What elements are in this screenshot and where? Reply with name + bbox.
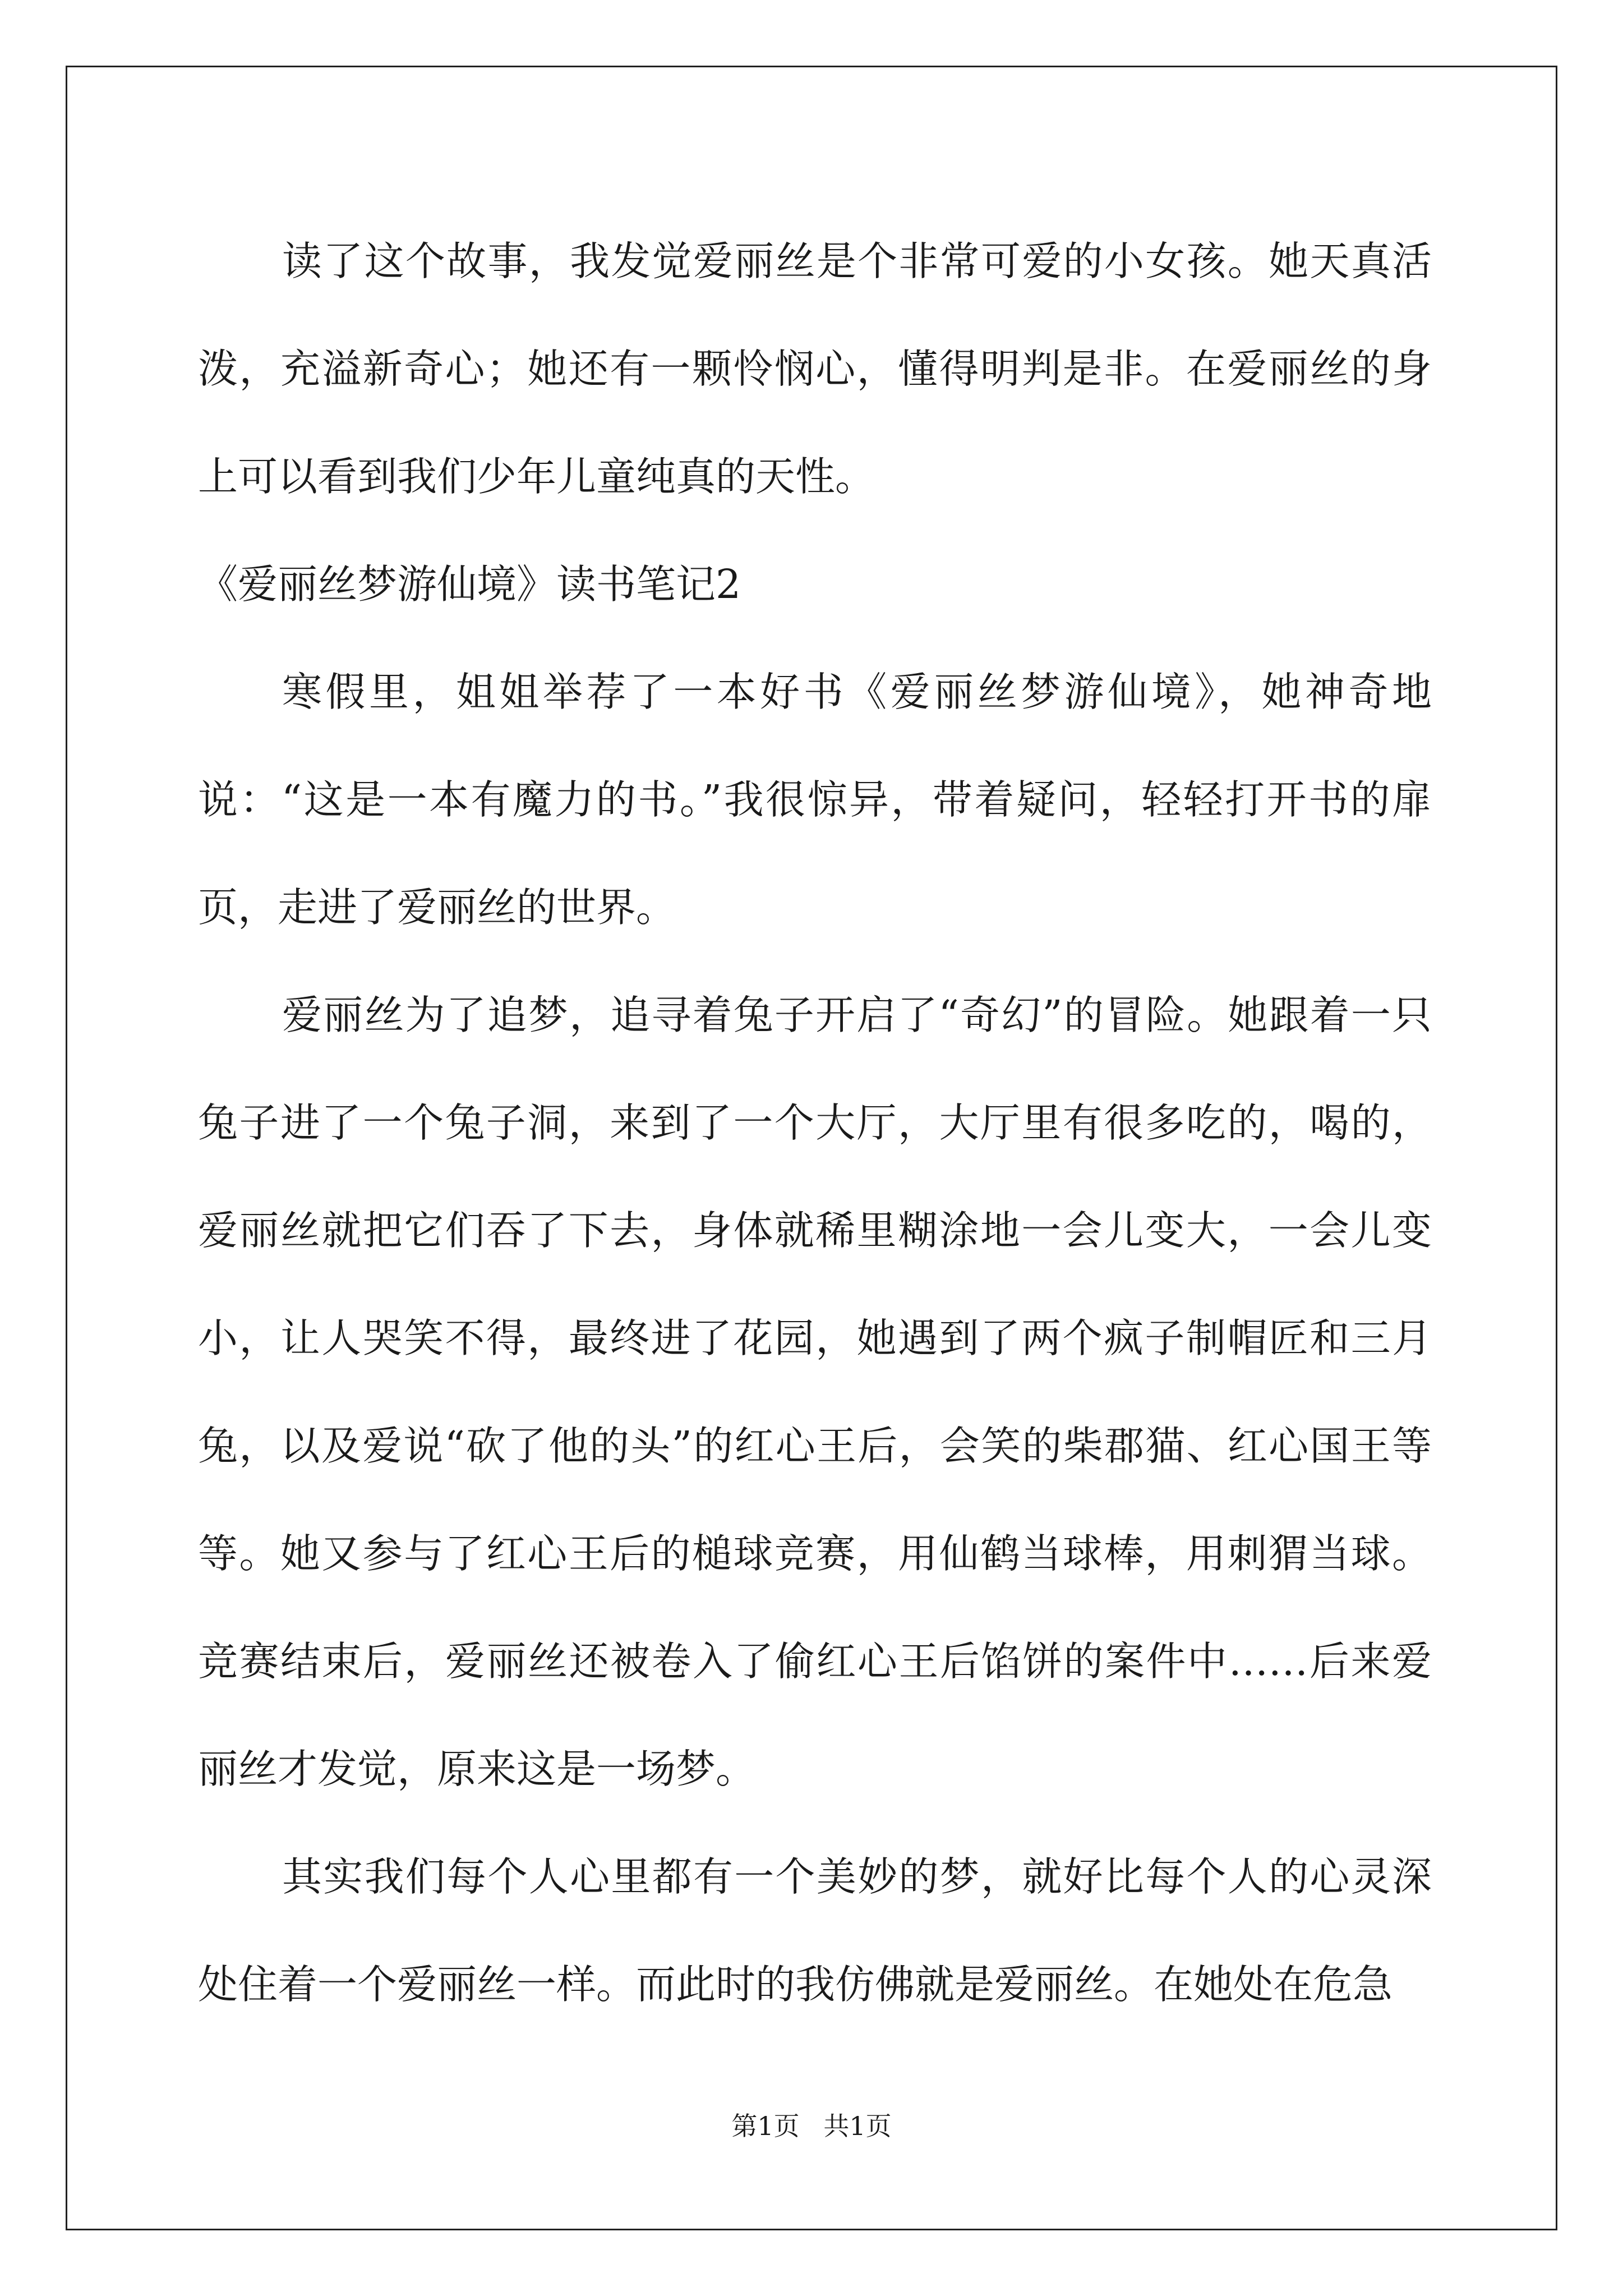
page-total: 共1页 [823, 2111, 892, 2141]
document-body [198, 208, 1432, 2039]
paragraph-1: 读了这个故事，我发觉爱丽丝是个非常可爱的小女孩。她天真活泼，充溢新奇心；她还有一颗怜悯心，懂得明判是非。在爱丽丝的身上可以看到我们少年儿童纯真的天性。 [198, 238, 1432, 500]
paragraph-4: 其实我们每个人心里都有一个美妙的梦，就好比每个人的心灵深处住着一个爱丽丝一样。而此时的我仿佛就是爱丽丝。在她处在危急 [198, 1853, 1432, 2008]
paragraph-3: 爱丽丝为了追梦，追寻着兔子开启了“奇幻”的冒险。她跟着一只兔子进了一个兔子洞，来到了一个大厅，大厅里有很多吃的，喝的，爱丽丝就把它们吞了下去，身体就稀里糊涂地一会儿变大，一会儿变小，让人哭笑不得，最终进了花园，她遇到了两个疯子制帽匠和三月兔，以及爱说“砍了他的头”的红心王后，会笑的柴郡猫、红心国王等等。她又参与了红心王后的槌球竞赛，用仙鹤当球棒，用刺猬当球。竞赛结束后，爱丽丝还被卷入了偷红心王后馅饼的案件中……后来爱丽丝才发觉，原来这是一场梦。 [198, 992, 1432, 1792]
section-heading: 《爱丽丝梦游仙境》读书笔记2 [198, 561, 741, 608]
page-footer [0, 2109, 1623, 2143]
page-number: 第1页 [731, 2111, 800, 2141]
paragraph-2: 寒假里，姐姐举荐了一本好书《爱丽丝梦游仙境》，她神奇地说：“这是一本有魔力的书。”我很惊异，带着疑问，轻轻打开书的扉页，走进了爱丽丝的世界。 [198, 669, 1432, 931]
